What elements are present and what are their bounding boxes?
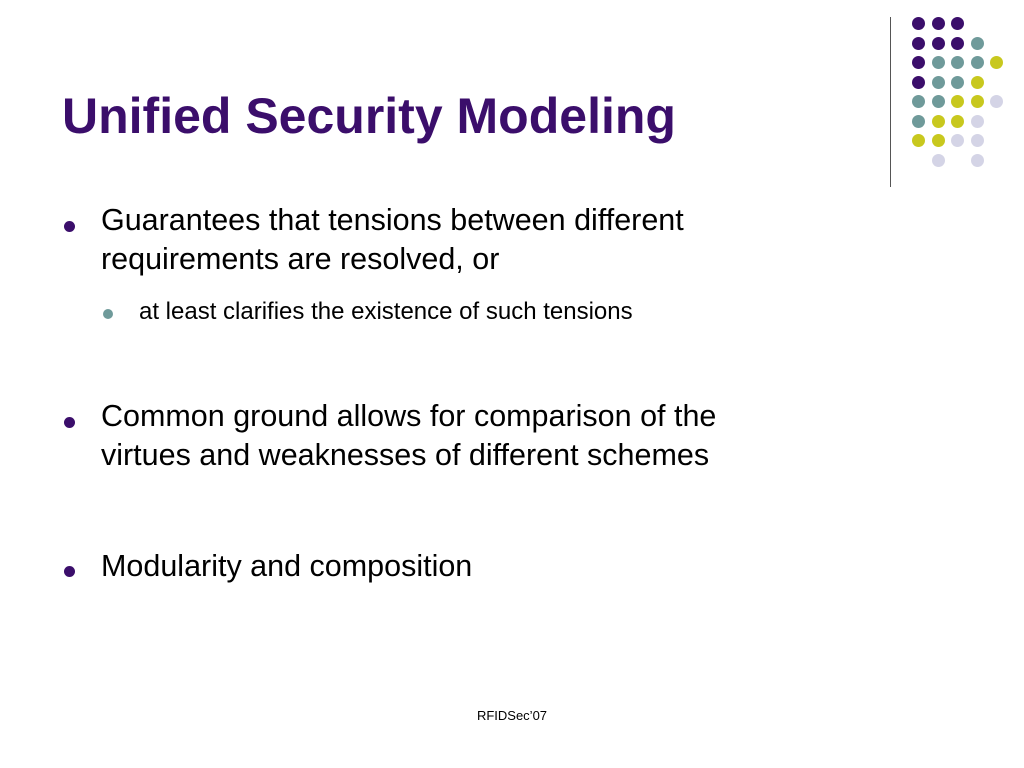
bullet-marker — [64, 221, 75, 232]
footer-text: RFIDSec’07 — [476, 708, 548, 723]
bullet-item — [101, 397, 716, 476]
bullet-item — [101, 547, 472, 586]
slide-footer — [0, 708, 1024, 723]
bullet-text-line: virtues and weaknesses of different schemes — [101, 438, 710, 473]
bullet-text-line: Guarantees that tensions between different — [101, 203, 684, 237]
sub-bullet-item: at least clarifies the existence of such tensions — [139, 298, 633, 325]
bullet-text-line: Common ground allows for comparison of the — [101, 399, 717, 433]
bullet-item — [101, 201, 684, 280]
slide-title: Unified Security Modeling — [62, 88, 676, 144]
bullet-marker — [64, 417, 75, 428]
bullet-text-line: Modularity and composition — [101, 549, 473, 583]
sub-bullet-marker — [103, 309, 113, 319]
bullet-marker — [64, 566, 75, 577]
bullet-text-line: requirements are resolved, or — [101, 242, 500, 277]
